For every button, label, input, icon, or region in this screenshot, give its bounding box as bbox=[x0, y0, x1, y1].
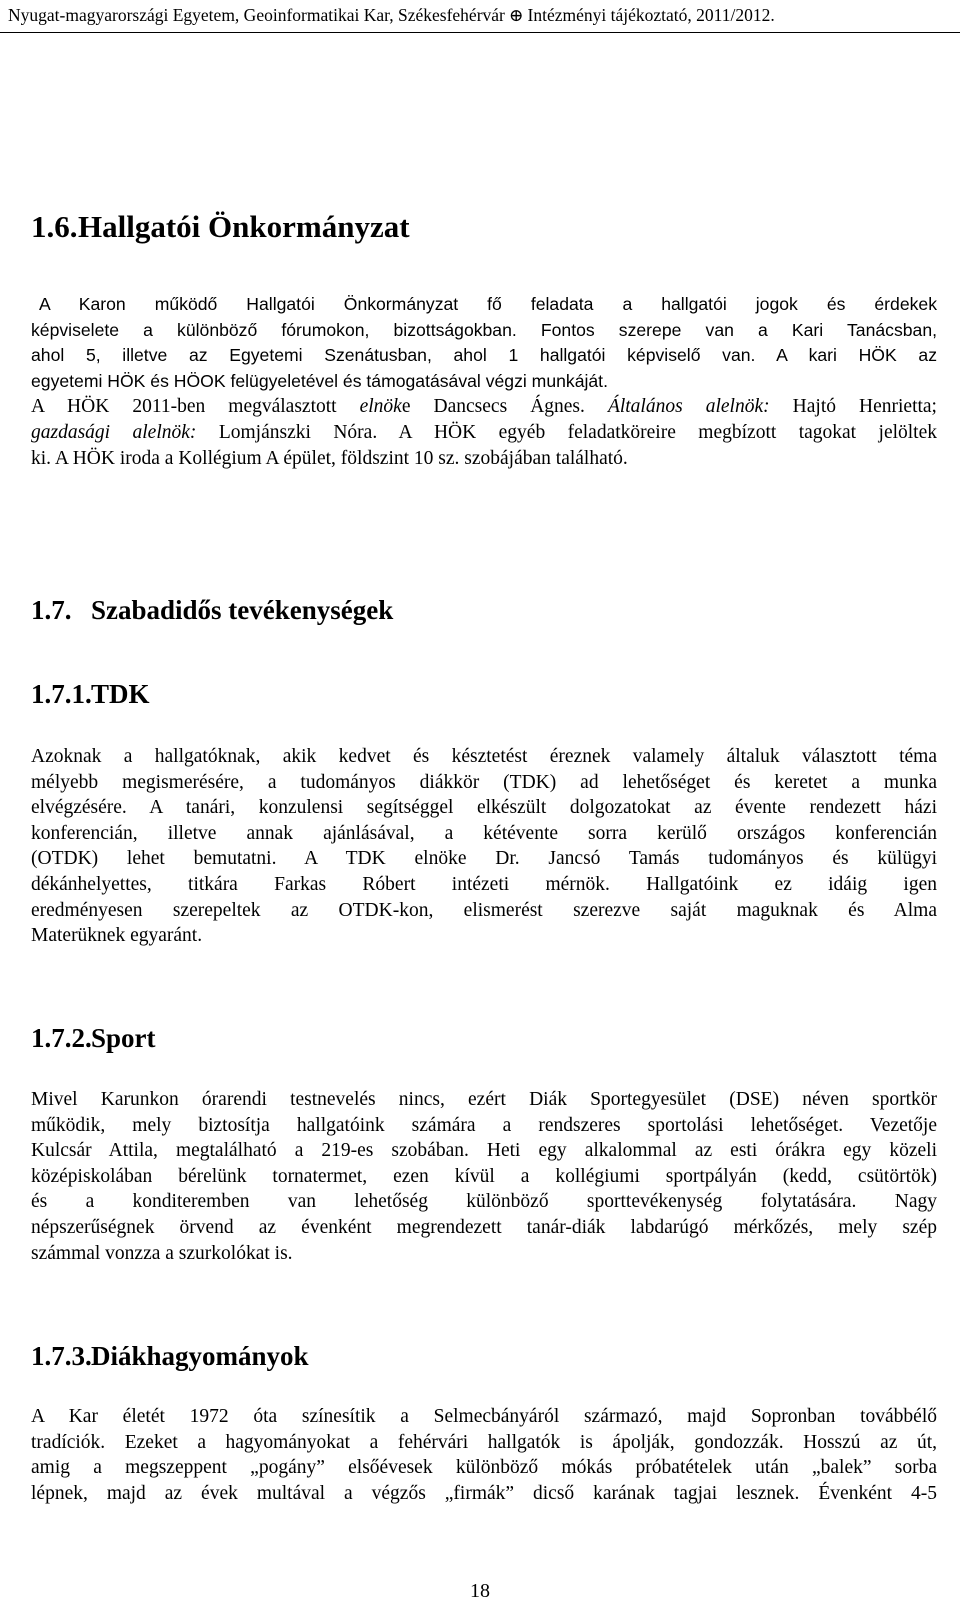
section-heading-1-7-2 bbox=[31, 1022, 156, 1054]
text-run: Hajtó Henrietta; bbox=[769, 396, 937, 418]
section-title: Sport bbox=[91, 1023, 156, 1053]
section-title: TDK bbox=[91, 679, 150, 709]
text-line: számmal vonzza a szurkolókat is. bbox=[31, 1242, 293, 1264]
text-line: népszerűségnek örvend az évenként megrendezett tanár-diák labdarúgó mérkőzés, mely szép bbox=[31, 1216, 937, 1238]
paragraph-sport bbox=[31, 1087, 937, 1266]
text-line: lépnek, majd az évek multával a végzős „firmák” dicső karának tagjai lesznek. Évenként 4-5 bbox=[31, 1482, 937, 1504]
text-line bbox=[31, 420, 937, 446]
text-line: Materüknek egyaránt. bbox=[31, 925, 203, 947]
section-heading-1-6 bbox=[31, 209, 410, 245]
header-separator-icon: ⊕ bbox=[508, 5, 524, 25]
section-title: Szabadidős tevékenységek bbox=[91, 595, 394, 625]
text-line: ki. A HÖK iroda a Kollégium A épület, földszint 10 sz. szobájában található. bbox=[31, 447, 628, 469]
text-line: ahol 5, illetve az Egyetemi Szenátusban, ahol 1 hallgatói képviselő van. A kari HÖK az bbox=[31, 345, 937, 366]
text-line: amig a megszeppent „pogány” elsőévesek különböző mókás próbatételek után „balek” sorba bbox=[31, 1457, 937, 1479]
text-run: A HÖK 2011-ben megválasztott bbox=[31, 396, 360, 418]
italic-run: elnök bbox=[359, 396, 402, 418]
text-line: Mivel Karunkon órarendi testnevelés nincs, ezért Diák Sportegyesület (DSE) néven sportkör bbox=[31, 1089, 937, 1110]
text-line: mélyebb megismerésére, a tudományos diákkör (TDK) ad lehetőséget és keretet a munka bbox=[31, 771, 937, 793]
text-line: Azoknak a hallgatóknak, akik kedvet és késztetést éreznek valamely általuk választott téma bbox=[31, 746, 937, 767]
text-line: A Karon működő Hallgatói Önkormányzat fő feladata a hallgatói jogok és érdekek bbox=[39, 294, 937, 314]
section-number: 1.7.3. bbox=[31, 1341, 92, 1371]
paragraph-traditions bbox=[31, 1404, 937, 1506]
text-line bbox=[31, 394, 937, 420]
text-line: működik, mely biztosítja hallgatóink számára a rendszeres sportolási lehetőséget. Vezetője bbox=[31, 1114, 937, 1136]
running-header bbox=[0, 0, 960, 33]
section-number: 1.6. bbox=[31, 209, 78, 244]
text-line: (OTDK) lehet bemutatni. A TDK elnöke Dr. Jancsó Tamás tudományos és külügyi bbox=[31, 848, 937, 870]
section-heading-1-7-3 bbox=[31, 1340, 309, 1372]
section-number: 1.7. bbox=[31, 595, 72, 625]
text-line: képviselete a különböző fórumokon, bizottságokban. Fontos szerepe van a Kari Tanácsban, bbox=[31, 319, 937, 340]
section-title: Hallgatói Önkormányzat bbox=[78, 209, 410, 244]
section-heading-1-7 bbox=[31, 594, 393, 626]
text-line: dékánhelyettes, titkára Farkas Róbert intézeti mérnök. Hallgatóink ez idáig igen bbox=[31, 873, 937, 895]
paragraph-hok bbox=[31, 292, 937, 471]
italic-run: Általános alelnök: bbox=[607, 396, 770, 418]
section-number: 1.7.1. bbox=[31, 679, 92, 709]
italic-run: gazdasági alelnök: bbox=[31, 421, 197, 443]
text-line: és a konditeremben van lehetőség különböző sporttevékenység folytatására. Nagy bbox=[31, 1191, 937, 1213]
section-title: Diákhagyományok bbox=[91, 1341, 309, 1371]
text-line: A Kar életét 1972 óta színesítik a Selmecbányáról származó, majd Sopronban továbbélő bbox=[31, 1406, 937, 1427]
text-line: egyetemi HÖK és HÖOK felügyeletével és támogatásával végzi munkáját. bbox=[31, 370, 608, 391]
header-document-title: Intézményi tájékoztató, 2011/2012. bbox=[527, 5, 775, 25]
page-number: 18 bbox=[470, 1580, 490, 1602]
text-line: tradíciók. Ezeket a hagyományokat a fehérvári hallgatók is ápolják, gondozzák. Hosszú az út, bbox=[31, 1431, 937, 1453]
text-line: elvégzésére. A tanári, konzulensi segítséggel elkészült dolgozatokat az évente rendezett házi bbox=[31, 797, 937, 819]
text-line: eredményesen szerepeltek az OTDK-kon, elismerést szerezve saját maguknak és Alma bbox=[31, 899, 937, 921]
paragraph-tdk bbox=[31, 744, 937, 949]
text-run: Lomjánszki Nóra. A HÖK egyéb feladatköreire megbízott tagokat jelöltek bbox=[196, 421, 938, 443]
section-heading-1-7-1 bbox=[31, 678, 150, 710]
text-line: középiskolában bérelünk tornatermet, ezen kívül a kollégiumi sportpályán (kedd, csütörtök) bbox=[31, 1165, 937, 1187]
text-line: konferencián, illetve annak ajánlásával, a kétévente sorra kerülő országos konferencián bbox=[31, 822, 937, 844]
text-run: e Dancsecs Ágnes. bbox=[401, 396, 608, 418]
section-number: 1.7.2. bbox=[31, 1023, 92, 1053]
header-institution: Nyugat-magyarországi Egyetem, Geoinformatikai Kar, Székesfehérvár bbox=[8, 5, 505, 25]
text-line: Kulcsár Attila, megtalálható a 219-es szobában. Heti egy alkalommal az esti órákra egy közeli bbox=[31, 1140, 937, 1162]
